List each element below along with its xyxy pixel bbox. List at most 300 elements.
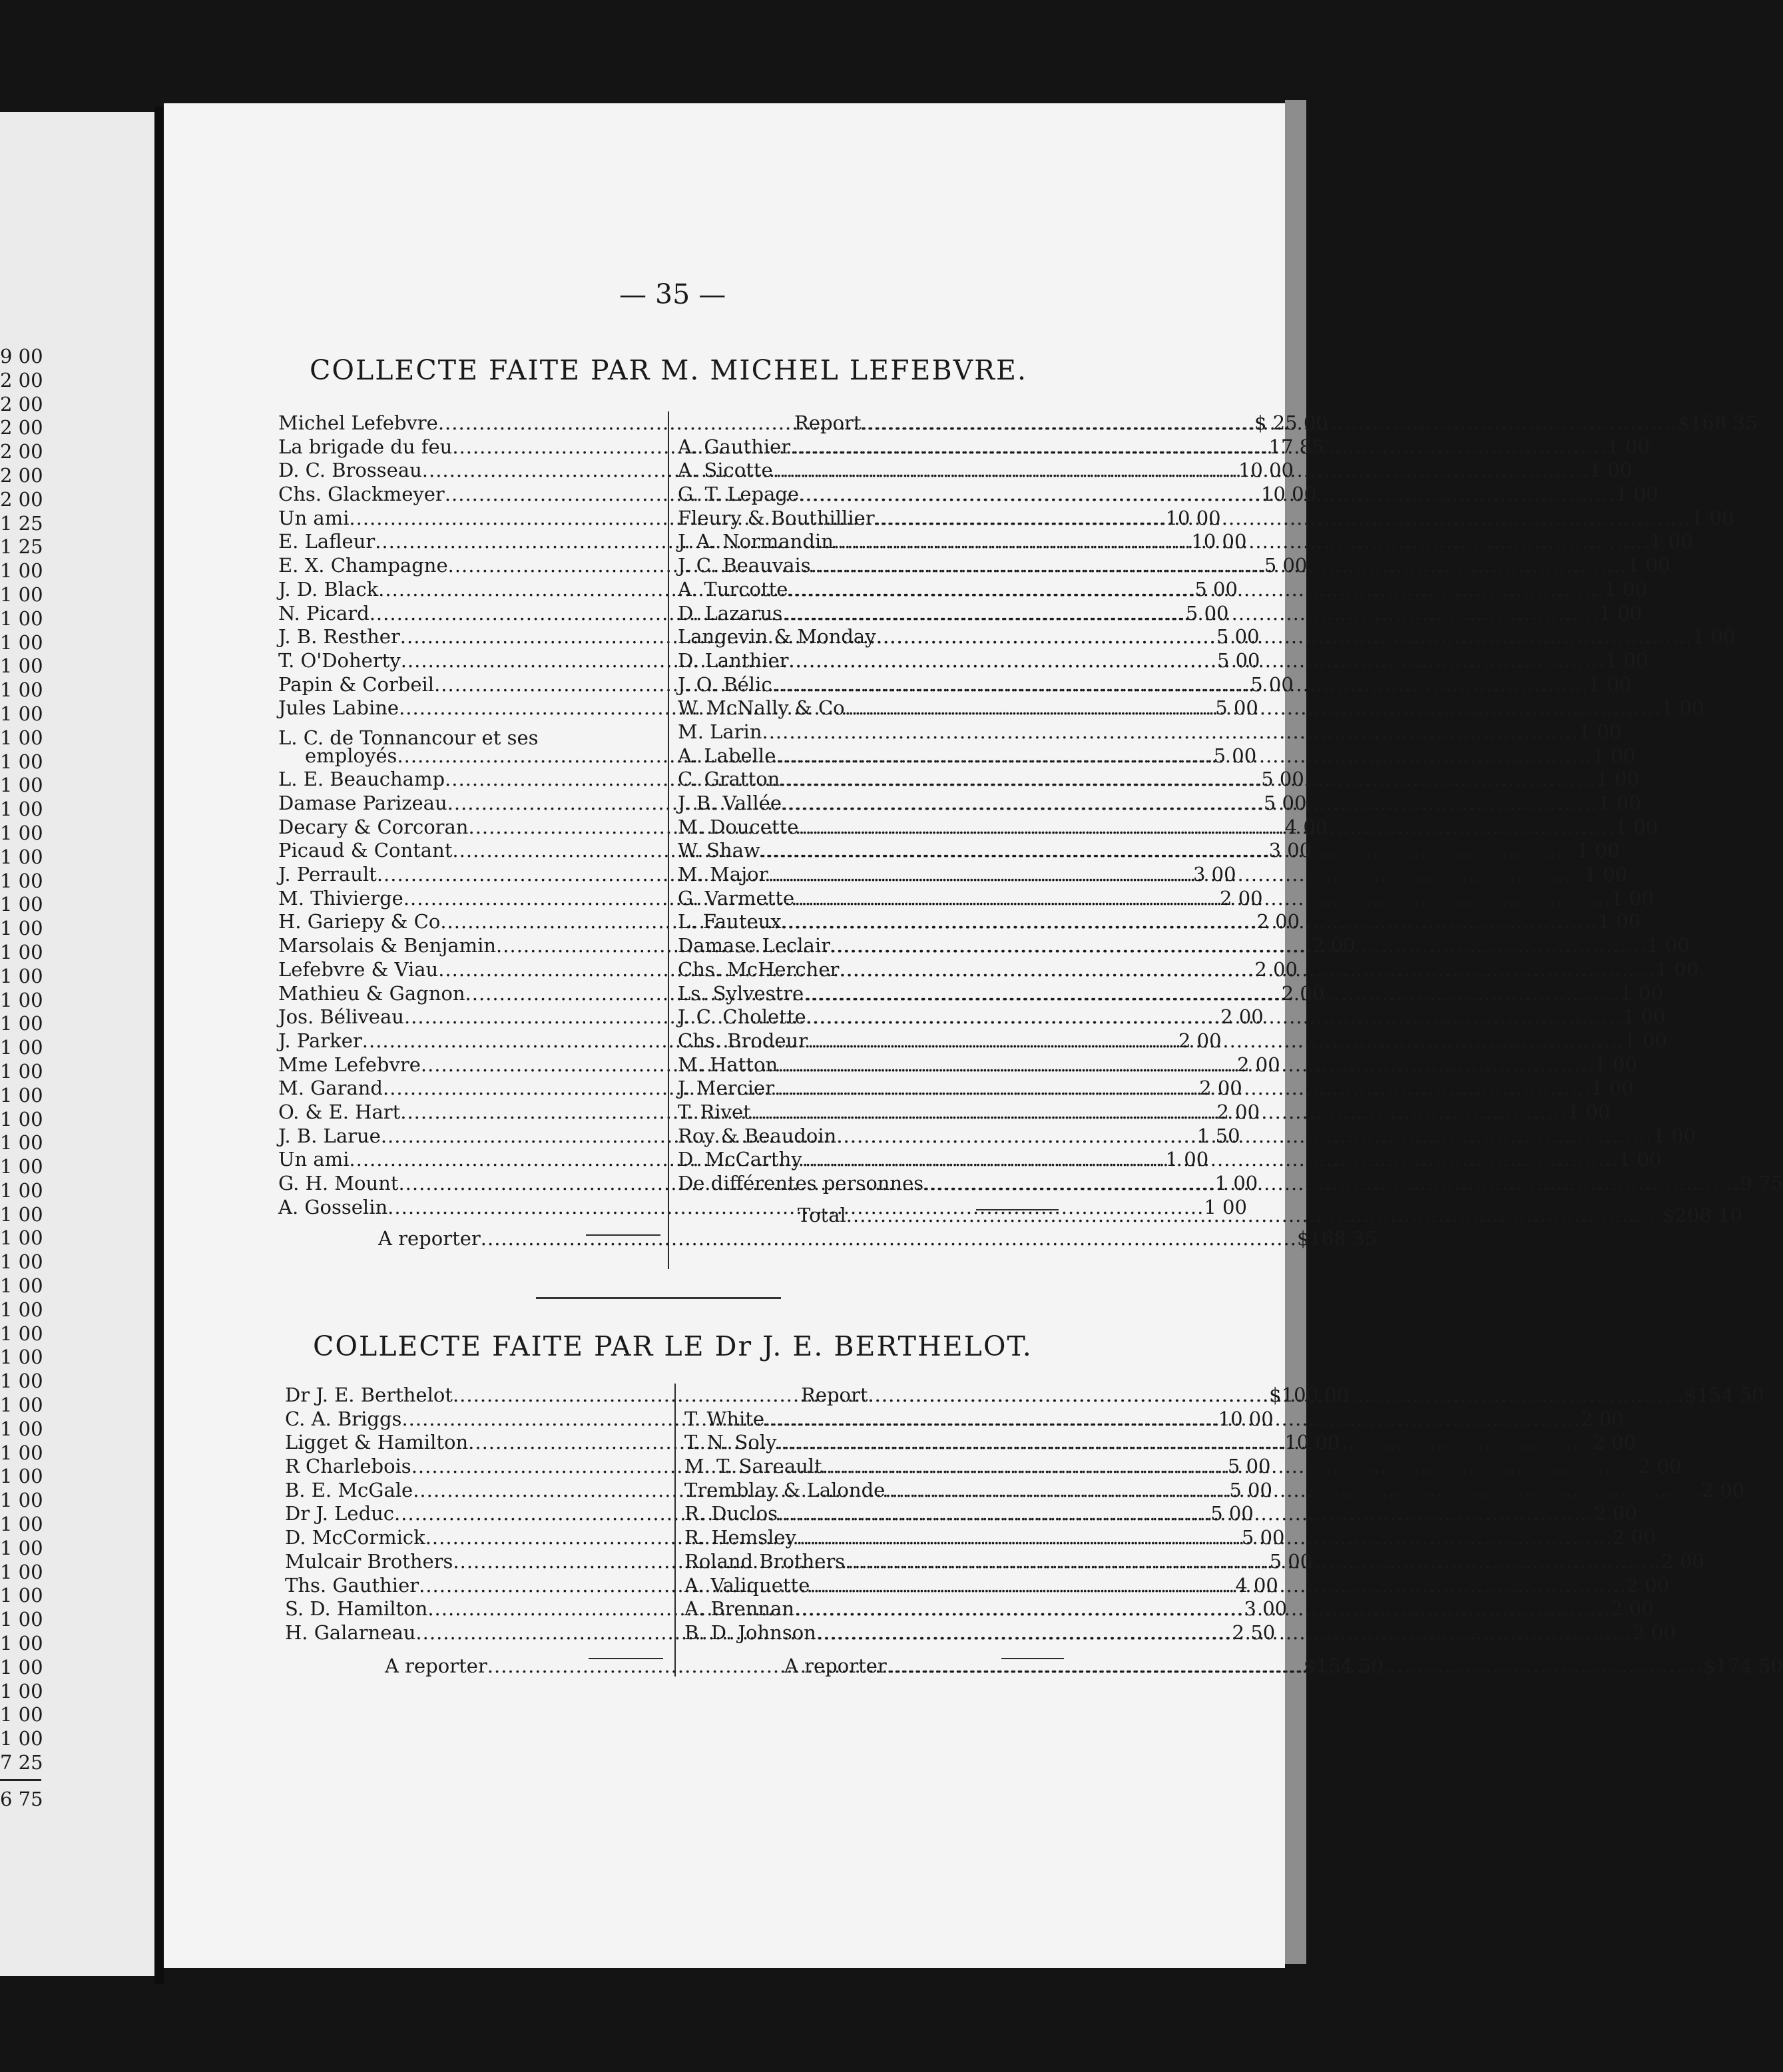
ledger-name: Roy & Beaudoin — [678, 1124, 837, 1147]
ledger-name: M. Doucette — [678, 815, 799, 838]
ledger-amount: 5 00 — [1261, 768, 1304, 791]
ledger-amount: 1 00 — [1578, 720, 1622, 743]
leader-dots — [782, 602, 1599, 626]
ledger-name: B. E. McGale — [285, 1478, 413, 1501]
ledger-amount: 2 00 — [1594, 1502, 1637, 1525]
ledger-name: Mulcair Brothers — [285, 1549, 453, 1573]
leader-dots — [862, 411, 1678, 435]
ledger-amount: 5 00 — [1229, 1478, 1272, 1501]
ledger-amount: 2 00 — [1613, 1526, 1656, 1549]
left-fragment-amount: 1 00 — [0, 1465, 43, 1488]
ledger-name: J. Perrault — [278, 863, 377, 886]
left-fragment-amount: 1 00 — [0, 678, 43, 702]
section2-column-rule — [674, 1384, 676, 1677]
left-fragment-amount: 1 00 — [0, 654, 43, 678]
ledger-name: B. D. Johnson — [684, 1621, 816, 1644]
left-fragment-amount: 1 00 — [0, 1655, 43, 1679]
ledger-name: W. Shaw — [678, 839, 760, 862]
left-fragment-amount: 1 00 — [0, 1679, 43, 1702]
ledger-name: A. Labelle — [678, 744, 776, 767]
ledger-amount: $154 50 — [1684, 1384, 1764, 1406]
ledger-name: A. Brennan — [684, 1597, 795, 1621]
ledger-amount: 10 00 — [1218, 1407, 1274, 1430]
leader-dots — [822, 1455, 1639, 1479]
left-fragment-amount: 1 00 — [0, 1727, 43, 1750]
ledger-amount: 1 00 — [1592, 744, 1636, 767]
ledger-amount: 1 00 — [1618, 1148, 1662, 1171]
ledger-name: D. Lazarus — [678, 601, 783, 625]
left-fragment-amount: 1 00 — [0, 1513, 43, 1536]
ledger-amount: 5 00 — [1227, 1455, 1271, 1478]
leader-dots — [751, 1101, 1567, 1125]
ledger-name: Damase Leclair — [678, 934, 830, 957]
ledger-name: E. X. Champagne — [278, 554, 448, 577]
ledger-amount: 1 00 — [1620, 981, 1663, 1005]
ledger-amount: 5 00 — [1216, 625, 1260, 648]
left-fragment-amount: 1 00 — [0, 1394, 43, 1417]
leader-dots — [816, 1621, 1633, 1645]
left-fragment-amount: 1 00 — [0, 1298, 43, 1321]
left-fragment-amount: 1 00 — [0, 1536, 43, 1559]
leader-dots — [810, 1574, 1626, 1598]
ledger-amount: 1 00 — [1597, 910, 1641, 933]
ledger-name: Mathieu & Gagnon — [278, 981, 465, 1005]
leader-dots — [868, 1384, 1684, 1408]
leader-dots — [811, 554, 1627, 578]
ledger-amount: 1 00 — [1599, 601, 1642, 625]
ledger-amount: 1 00 — [1598, 792, 1641, 814]
ledger-amount: 1 00 — [1577, 839, 1620, 862]
ledger-name: J. Mercier — [678, 1077, 775, 1100]
section2-left-sum-rule — [589, 1658, 663, 1659]
ledger-name: Roland Brothers — [684, 1549, 846, 1573]
left-fragment-amount: 2 00 — [0, 416, 43, 439]
ledger-name: D. McCarthy — [678, 1148, 802, 1171]
ledger-amount: 2 00 — [1611, 1597, 1654, 1621]
leader-dots — [788, 578, 1604, 602]
section2-title: COLLECTE FAITE PAR LE Dr J. E. BERTHELOT. — [313, 1330, 1033, 1362]
ledger-name: Dr J. Leduc — [285, 1502, 395, 1525]
ledger-amount: 1 00 — [1604, 577, 1648, 601]
leader-dots — [794, 1597, 1611, 1621]
leader-dots — [764, 1408, 1581, 1431]
ledger-amount: 2 50 — [1232, 1621, 1276, 1644]
ledger-amount: 2 00 — [1581, 1407, 1624, 1430]
section1-right-sum-rule — [976, 1209, 1059, 1210]
ledger-name: G. Varmette — [678, 886, 795, 909]
left-fragment-amount: 1 00 — [0, 1441, 43, 1464]
ledger-amount: 1 00 — [1650, 530, 1693, 553]
ledger-amount: 17 85 — [1268, 435, 1324, 458]
ledger-name: Lefebvre & Viau — [278, 957, 439, 981]
ledger-name: A. Valiquette — [684, 1573, 810, 1597]
leader-dots — [804, 982, 1620, 1006]
ledger-amount: 1 00 — [1655, 957, 1699, 981]
ledger-name: Ths. Gauthier — [285, 1573, 419, 1597]
section1-title: COLLECTE FAITE PAR M. MICHEL LEFEBVRE. — [310, 354, 1028, 386]
ledger-name: Decary & Corcoran — [278, 815, 469, 838]
left-fragment-amount: 9 00 — [0, 345, 43, 368]
left-fragment-amount: 7 25 — [0, 1751, 43, 1774]
ledger-name: M. Hatton — [678, 1053, 778, 1076]
ledger-name: Chs. McHercher — [678, 957, 840, 981]
left-fragment-amount: 1 00 — [0, 774, 43, 797]
ledger-amount: 3 00 — [1268, 839, 1312, 862]
ledger-amount: 2 00 — [1281, 981, 1325, 1005]
spacer — [285, 1645, 666, 1655]
ledger-amount: 1 00 — [1647, 934, 1690, 957]
left-fragment-amount: 1 00 — [0, 1632, 43, 1655]
ledger-name: L. E. Beauchamp — [278, 768, 445, 791]
ledger-amount: 1 00 — [1611, 886, 1654, 909]
ledger-name: Langevin & Monday — [678, 625, 876, 648]
ledger-name: employés — [305, 744, 397, 767]
ledger-name: Michel Lefebvre — [278, 411, 438, 434]
ledger-name: Damase Parizeau — [278, 792, 447, 814]
ledger-amount: 5 00 — [1250, 672, 1294, 696]
leader-dots — [780, 768, 1596, 792]
ledger-amount: 2 00 — [1178, 1029, 1222, 1052]
ledger-amount: 1 00 — [1594, 1053, 1637, 1076]
ledger-name: Chs. Glackmeyer — [278, 483, 445, 506]
ledger-amount: 2 00 — [1220, 1005, 1264, 1029]
ledger-amount: $ 25 00 — [1254, 411, 1328, 434]
leader-dots — [790, 435, 1607, 459]
left-fragment-amount: 1 00 — [0, 1155, 43, 1178]
ledger-row — [278, 1227, 1377, 1251]
left-fragment-amount: 1 00 — [0, 583, 43, 606]
left-fragment-amount: 1 00 — [0, 1346, 43, 1369]
ledger-amount: 2 00 — [1626, 1573, 1670, 1597]
ledger-name: Un ami — [278, 1148, 350, 1171]
leader-dots — [782, 910, 1598, 934]
ledger-amount: 4 00 — [1235, 1573, 1278, 1597]
ledger-row — [678, 720, 1622, 744]
ledger-name: Un ami — [278, 506, 350, 529]
left-fragment-amount: 1 00 — [0, 1178, 43, 1202]
ledger-name: S. D. Hamilton — [285, 1597, 428, 1621]
ledger-name: J. D. Black — [278, 577, 379, 601]
left-fragment-amount: 2 00 — [0, 368, 43, 391]
ledger-name: G. T. Lepage — [678, 483, 800, 506]
ledger-amount: 5 00 — [1185, 601, 1229, 625]
left-fragment-amount: 1 25 — [0, 511, 43, 535]
left-fragment-amount: 1 00 — [0, 869, 43, 892]
ledger-name: J. B. Vallée — [678, 792, 782, 814]
left-fragment-total: 6 75 — [0, 1787, 43, 1810]
ledger-amount: 1 00 — [1165, 1148, 1209, 1171]
left-fragment-amount: 1 00 — [0, 631, 43, 654]
ledger-amount: 5 00 — [1216, 648, 1260, 672]
ledger-name: A reporter — [385, 1654, 487, 1677]
leader-dots — [772, 673, 1589, 697]
leader-dots — [539, 720, 659, 744]
leader-dots — [806, 1005, 1623, 1029]
ledger-name: Jules Labine — [278, 696, 399, 720]
ledger-amount: 1 00 — [1204, 1195, 1247, 1218]
ledger-amount: 1 00 — [1591, 1077, 1634, 1100]
ledger-name: Total — [798, 1203, 846, 1226]
ledger-name: Report — [794, 411, 862, 434]
left-fragment-amount: 1 00 — [0, 1107, 43, 1131]
ledger-row — [678, 1148, 1662, 1172]
ledger-amount: 1 00 — [1624, 1029, 1667, 1052]
ledger-amount: 5 00 — [1213, 744, 1257, 767]
ledger-amount: 1 00 — [1627, 554, 1670, 577]
ledger-amount: 9 75 — [1740, 1172, 1783, 1194]
ledger-amount: 2 00 — [1638, 1455, 1682, 1478]
ledger-name: Ls. Sylvestre — [678, 981, 804, 1005]
ledger-amount: 1 50 — [1197, 1124, 1240, 1147]
left-fragment-amount: 1 00 — [0, 1274, 43, 1298]
left-fragment-amount: 1 00 — [0, 798, 43, 821]
left-fragment-amount: 1 00 — [0, 964, 43, 987]
ledger-name: T. Rivet — [678, 1100, 751, 1123]
ledger-amount: 1 00 — [1605, 648, 1649, 672]
ledger-amount: $168 35 — [1296, 1227, 1377, 1250]
section1-column-rule — [668, 411, 669, 1269]
ledger-name: A reporter — [378, 1227, 481, 1250]
ledger-name: M. Thivierge — [278, 886, 403, 909]
leader-dots — [778, 1053, 1594, 1077]
ledger-name: Jos. Béliveau — [278, 1005, 404, 1029]
ledger-name: C. A. Briggs — [285, 1407, 402, 1430]
ledger-amount: 1 00 — [1607, 435, 1650, 458]
left-fragment-amount: 1 00 — [0, 917, 43, 940]
ledger-amount: 1 00 — [1653, 1124, 1696, 1147]
left-fragment-amount: 2 00 — [0, 487, 43, 511]
ledger-name: C. Gratton — [678, 768, 780, 791]
ledger-name: Dr J. E. Berthelot — [285, 1384, 453, 1406]
left-fragment-amount: 1 00 — [0, 845, 43, 868]
left-fragment-amount: 1 00 — [0, 1036, 43, 1059]
ledger-name: Papin & Corbeil — [278, 672, 435, 696]
ledger-name: Fleury & Bouthillier — [678, 506, 875, 529]
leader-dots — [481, 1227, 1297, 1251]
ledger-name: M. Garand — [278, 1077, 383, 1100]
ledger-amount: 2 00 — [1237, 1053, 1280, 1076]
ledger-amount: 2 00 — [1199, 1077, 1242, 1100]
leader-dots — [830, 934, 1647, 958]
leader-dots — [782, 792, 1598, 816]
ledger-name: L. C. de Tonnancour et ses — [278, 726, 539, 749]
leader-dots — [836, 1125, 1653, 1149]
left-fragment-amount: 1 00 — [0, 1226, 43, 1250]
ledger-name: O. & E. Hart — [278, 1100, 401, 1123]
left-fragment-amount: 1 25 — [0, 535, 43, 559]
leader-dots — [760, 839, 1577, 863]
ledger-name: H. Galarneau — [285, 1621, 416, 1644]
ledger-amount: 1 00 — [1615, 815, 1658, 838]
ledger-name: De différentes personnes — [678, 1172, 924, 1194]
ledger-amount: 3 00 — [1193, 863, 1236, 886]
leader-dots — [834, 530, 1650, 554]
ledger-amount: $154 50 — [1303, 1654, 1384, 1677]
leader-dots — [846, 1204, 1662, 1228]
ledger-amount: 1 00 — [1567, 1100, 1611, 1123]
ledger-name: E. Lafleur — [278, 530, 376, 553]
ledger-amount: $100 00 — [1269, 1384, 1350, 1406]
ledger-name: L. Fauteux — [678, 910, 782, 933]
leader-dots — [776, 744, 1592, 768]
ledger-row — [278, 720, 659, 749]
ledger-amount: 5 00 — [1194, 577, 1238, 601]
left-fragment-amount: 1 00 — [0, 750, 43, 773]
ledger-name: A. Gauthier — [678, 435, 791, 458]
left-fragment-amount: 1 00 — [0, 1202, 43, 1226]
ledger-name: Report — [801, 1384, 868, 1406]
left-fragment-amount: 2 00 — [0, 463, 43, 487]
section2-right-sum-rule — [1001, 1658, 1064, 1659]
ledger-name: J. O. Bélic — [678, 672, 772, 696]
left-fragment-amount: 1 00 — [0, 1370, 43, 1393]
left-fragment-amount: 1 00 — [0, 1608, 43, 1631]
ledger-name: Tremblay & Lalonde — [684, 1478, 886, 1501]
leader-dots — [796, 1526, 1613, 1550]
ledger-amount: 2 00 — [1220, 886, 1263, 909]
ledger-amount: 10 00 — [1261, 483, 1317, 506]
ledger-amount: 1 00 — [1660, 696, 1704, 720]
left-fragment-amount: 1 00 — [0, 940, 43, 963]
page-binding — [154, 107, 164, 1984]
ledger-amount: 1 00 — [1622, 1005, 1666, 1029]
left-fragment-amount: 2 00 — [0, 392, 43, 415]
page-number: — 35 — — [619, 278, 726, 310]
ledger-amount: 5 00 — [1210, 1502, 1254, 1525]
left-fragment-amount: 1 00 — [0, 821, 43, 844]
ledger-amount: 1 00 — [1214, 1172, 1258, 1194]
ledger-amount: 2 00 — [1661, 1549, 1704, 1573]
ledger-amount: 10 00 — [1284, 1431, 1340, 1454]
leader-dots — [762, 720, 1579, 744]
ledger-amount: 5 00 — [1269, 1549, 1313, 1573]
ledger-name: J. C. Beauvais — [678, 554, 811, 577]
ledger-name: T. O'Doherty — [278, 648, 401, 672]
ledger-name: R Charlebois — [285, 1455, 411, 1478]
leader-dots — [799, 483, 1615, 507]
ledger-amount: 2 00 — [1593, 1431, 1637, 1454]
leader-dots — [845, 696, 1661, 720]
ledger-amount: $208 10 — [1662, 1203, 1742, 1226]
left-fragment-amount: 1 00 — [0, 1322, 43, 1345]
ledger-name: A. Gosselin — [278, 1195, 388, 1218]
leader-dots — [776, 1431, 1593, 1455]
ledger-name: W. McNally & Co — [678, 696, 845, 720]
ledger-name: T. White — [684, 1407, 765, 1430]
ledger-amount: 10 00 — [1191, 530, 1247, 553]
ledger-name: La brigade du feu — [278, 435, 453, 458]
leader-dots — [876, 625, 1692, 649]
leader-dots — [802, 1148, 1619, 1172]
ledger-name: M. T. Sareault — [684, 1455, 822, 1478]
ledger-amount: 10 00 — [1165, 506, 1221, 529]
spacer — [678, 1196, 1059, 1204]
left-page-amount-column — [0, 345, 67, 1812]
ledger-name: Picaud & Contant — [278, 839, 453, 862]
ledger-name: Chs. Brodeur — [678, 1029, 808, 1052]
left-fragment-amount: 1 00 — [0, 1059, 43, 1083]
left-fragment-sum-rule — [0, 1779, 41, 1781]
left-fragment-amount: 1 00 — [0, 559, 43, 583]
ledger-amount: 2 00 — [1216, 1100, 1260, 1123]
ledger-name: J. B. Larue — [278, 1124, 381, 1147]
ledger-amount: 10 00 — [1238, 459, 1294, 482]
left-fragment-amount: 1 00 — [0, 1417, 43, 1440]
leader-dots — [923, 1172, 1740, 1196]
left-fragment-amount: 1 00 — [0, 726, 43, 749]
left-fragment-amount: 2 00 — [0, 440, 43, 463]
left-fragment-amount: 1 00 — [0, 1012, 43, 1035]
ledger-amount: 2 00 — [1701, 1478, 1745, 1501]
leader-dots — [798, 816, 1615, 840]
ledger-amount: 2 00 — [1254, 957, 1298, 981]
ledger-name: D. C. Brosseau — [278, 459, 422, 482]
ledger-name: A reporter — [784, 1654, 887, 1677]
ledger-name: R. Duclos — [684, 1502, 778, 1525]
ledger-amount: 2 00 — [1312, 934, 1356, 957]
ledger-amount: $168 35 — [1677, 411, 1758, 434]
ledger-amount: 3 00 — [1244, 1597, 1288, 1621]
ledger-name: A. Turcotte — [678, 577, 788, 601]
ledger-name: Ligget & Hamilton — [285, 1431, 469, 1454]
ledger-amount: 5 00 — [1241, 1526, 1285, 1549]
ledger-amount: 5 00 — [1263, 792, 1307, 814]
ledger-name: D. McCormick — [285, 1526, 425, 1549]
ledger-amount: 1 00 — [1584, 863, 1628, 886]
ledger-name: J. B. Resther — [278, 625, 400, 648]
ledger-amount: 1 00 — [1692, 625, 1736, 648]
ledger-amount: 1 00 — [1589, 459, 1633, 482]
leader-dots — [885, 1479, 1701, 1503]
ledger-name: J. A. Normandin — [678, 530, 834, 553]
ledger-name: D. Lanthier — [678, 648, 789, 672]
leader-dots — [789, 649, 1605, 673]
spacer — [684, 1645, 1065, 1655]
ledger-amount: $174 50 — [1702, 1654, 1783, 1677]
ledger-amount: 1 00 — [1615, 483, 1658, 506]
left-fragment-amount: 1 00 — [0, 1703, 43, 1726]
leader-dots — [845, 1550, 1661, 1574]
ledger-name: M. Larin — [678, 720, 762, 743]
left-fragment-amount: 1 00 — [0, 1584, 43, 1607]
ledger-amount: 5 00 — [1215, 696, 1258, 720]
ledger-name: Marsolais & Benjamin — [278, 934, 497, 957]
ledger-name: G. H. Mount — [278, 1172, 399, 1194]
left-fragment-amount: 1 00 — [0, 1083, 43, 1107]
ledger-name: R. Hemsley — [684, 1526, 796, 1549]
ledger-name: H. Gariepy & Co — [278, 910, 441, 933]
ledger-name: N. Picard — [278, 601, 370, 625]
leader-dots — [774, 1077, 1591, 1101]
section-divider — [536, 1297, 781, 1299]
section1-left-sum-rule — [586, 1234, 660, 1236]
ledger-name: A. Sicotte — [678, 459, 773, 482]
ledger-name: Mme Lefebvre — [278, 1053, 421, 1076]
leader-dots — [839, 958, 1655, 982]
spacer — [278, 1219, 659, 1227]
leader-dots — [875, 507, 1691, 531]
ledger-name: M. Major — [678, 863, 768, 886]
ledger-amount: 1 00 — [1588, 672, 1632, 696]
left-fragment-amount: 1 00 — [0, 1489, 43, 1512]
ledger-amount: 1 00 — [1690, 506, 1734, 529]
ledger-amount: 4 00 — [1284, 815, 1328, 838]
left-fragment-amount: 1 00 — [0, 893, 43, 916]
left-fragment-amount: 1 00 — [0, 988, 43, 1011]
left-fragment-amount: 1 00 — [0, 1560, 43, 1583]
ledger-amount: 1 00 — [1596, 768, 1640, 791]
left-fragment-amount: 1 00 — [0, 1250, 43, 1274]
